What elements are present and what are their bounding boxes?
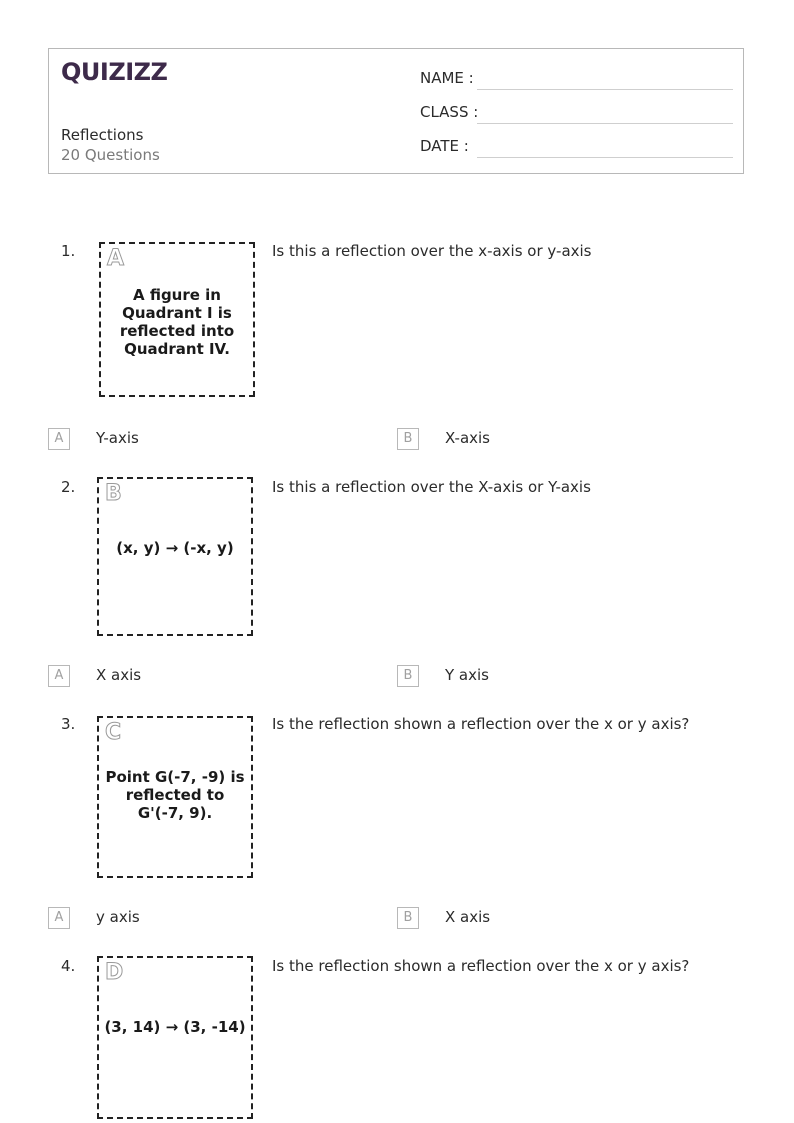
question-count: 20 Questions: [61, 146, 160, 164]
card-text: Point G(-7, -9) is reflected to G'(-7, 9).: [105, 768, 245, 822]
question-card: [97, 956, 253, 1119]
card-letter: B: [105, 481, 122, 506]
card-text: (3, 14) → (3, -14): [104, 1018, 246, 1036]
date-label: DATE :: [420, 137, 469, 155]
card-text: A figure in Quadrant I is reflected into Quadrant IV.: [119, 286, 235, 358]
question-card: [97, 716, 253, 878]
option-a-text: y axis: [96, 908, 140, 926]
card-letter: D: [105, 960, 124, 985]
date-field[interactable]: [477, 157, 733, 158]
option-a-box[interactable]: A: [48, 428, 70, 450]
class-field[interactable]: [477, 123, 733, 124]
card-letter: A: [107, 246, 125, 271]
question-number: 4.: [61, 957, 76, 975]
question-number: 1.: [61, 242, 76, 260]
question-card: [97, 477, 253, 636]
option-a-box[interactable]: A: [48, 907, 70, 929]
option-a-box[interactable]: A: [48, 665, 70, 687]
option-a-text: Y-axis: [96, 429, 139, 447]
card-text: (x, y) → (-x, y): [116, 539, 234, 557]
option-b-text: X axis: [445, 908, 491, 926]
card-letter: C: [105, 720, 122, 745]
question-text: Is the reflection shown a reflection over the x or y axis?: [272, 957, 690, 975]
question-text: Is the reflection shown a reflection over the x or y axis?: [272, 715, 690, 733]
question-number: 3.: [61, 715, 76, 733]
quizizz-logo: QUIZIZZ: [61, 58, 168, 86]
option-b-text: X-axis: [445, 429, 490, 447]
worksheet-title: Reflections: [61, 126, 144, 144]
worksheet-header: [48, 48, 744, 174]
name-field[interactable]: [477, 89, 733, 90]
option-b-box[interactable]: B: [397, 907, 419, 929]
class-label: CLASS :: [420, 103, 479, 121]
question-card: [99, 242, 255, 397]
option-a-text: X axis: [96, 666, 142, 684]
option-b-box[interactable]: B: [397, 665, 419, 687]
question-number: 2.: [61, 478, 76, 496]
question-text: Is this a reflection over the x-axis or y-axis: [272, 242, 592, 260]
option-b-text: Y axis: [445, 666, 489, 684]
question-text: Is this a reflection over the X-axis or Y-axis: [272, 478, 591, 496]
name-label: NAME :: [420, 69, 474, 87]
option-b-box[interactable]: B: [397, 428, 419, 450]
